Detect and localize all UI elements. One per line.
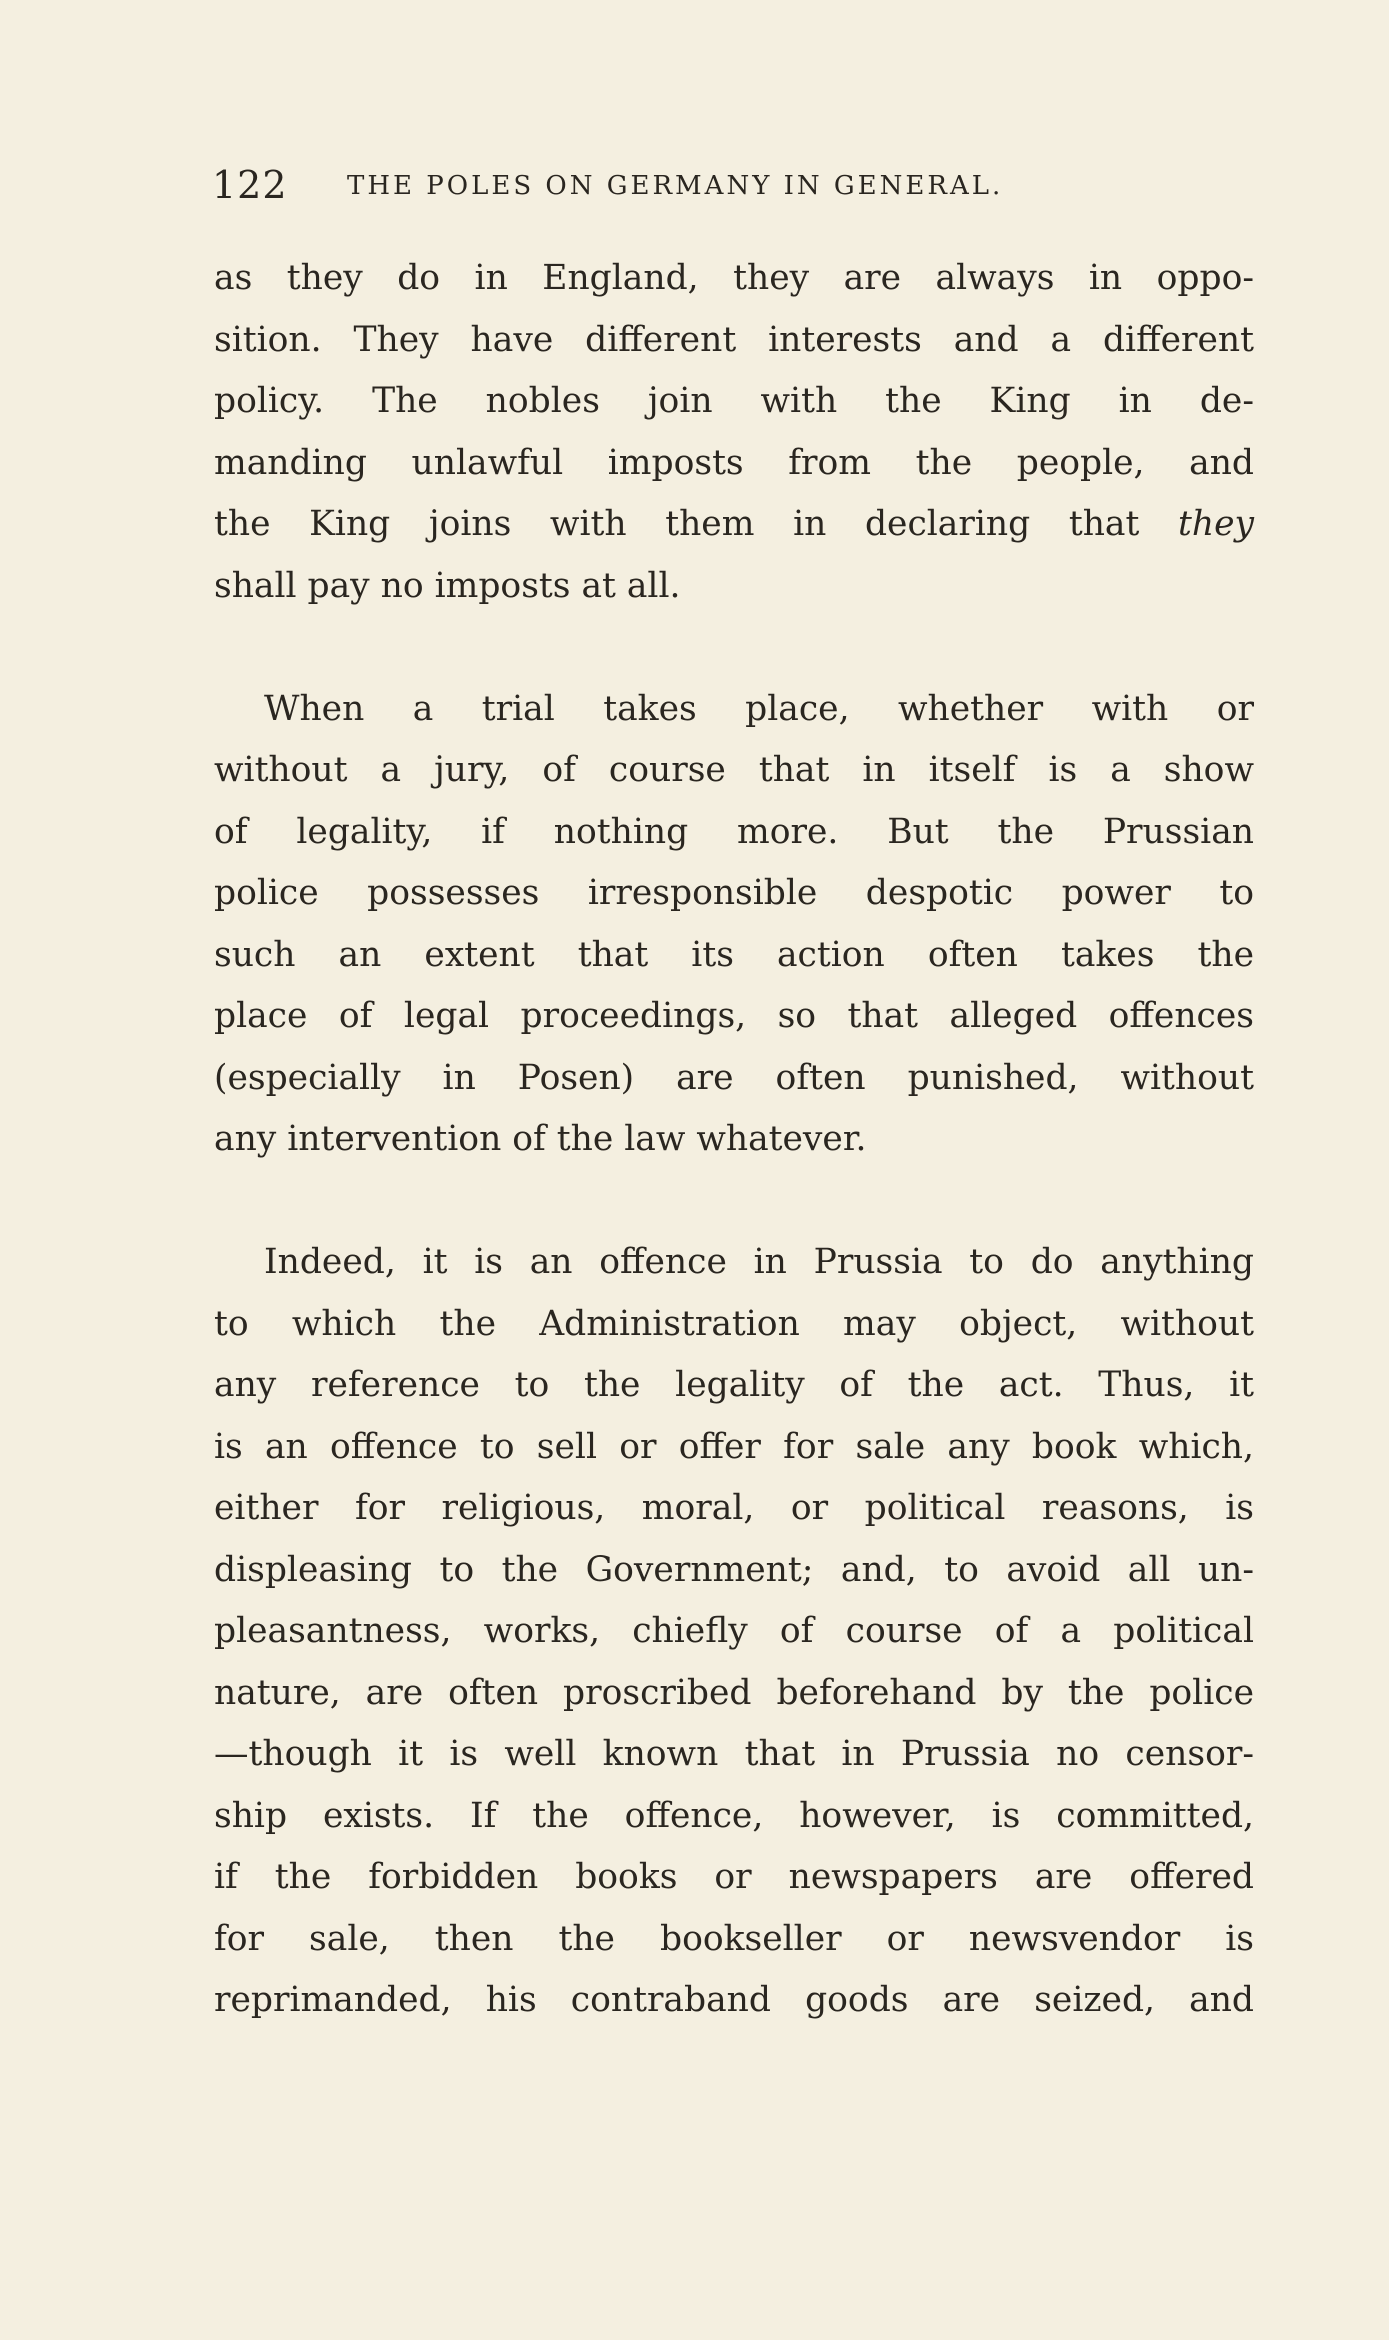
text-line: nature, are often proscribed beforehand by the police [214,1672,1254,1713]
running-head: THE POLES ON GERMANY IN GENERAL. [347,171,1004,201]
text-line: displeasing to the Government; and, to avoid all un- [214,1549,1254,1590]
text-line: sition. They have different interests and a different [214,319,1254,360]
text-line: either for religious, moral, or political reasons, is [214,1488,1254,1528]
text-line: Indeed, it is an offence in Prussia to do anything [264,1242,1254,1282]
italic-word: they [1178,504,1254,544]
text-line: is an offence to sell or offer for sale any book which, [214,1426,1254,1467]
text-line: —though it is well known that in Prussia no censor- [214,1734,1254,1774]
text-line: to which the Administration may object, without [214,1303,1254,1344]
paragraph-gap [214,617,1254,679]
text-line: if the forbidden books or newspapers are offered [214,1857,1254,1897]
text-line: for sale, then the bookseller or newsvendor is [214,1918,1254,1959]
text-line: ship exists. If the offence, however, is committed, [214,1795,1254,1836]
text-line: of legality, if nothing more. But the Prussian [214,811,1254,852]
text-line: policy. The nobles join with the King in de- [214,381,1254,421]
text-line: (especially in Posen) are often punished, without [214,1057,1254,1098]
text-line: any reference to the legality of the act. Thus, it [214,1365,1254,1405]
text-line: any intervention of the law whatever. [214,1119,867,1159]
text-line: When a trial takes place, whether with or [264,688,1254,729]
page-header [212,160,1262,210]
text-line: such an extent that its action often takes the [214,934,1254,975]
text-line: shall pay no imposts at all. [214,565,681,606]
page-number: 122 [212,163,288,207]
text-line: police possesses irresponsible despotic power to [214,873,1254,913]
body-text [214,248,1254,2032]
text-line-segment: the King joins with them in declaring that [214,504,1140,544]
text-line: as they do in England, they are always in oppo- [214,258,1254,298]
text-line: place of legal proceedings, so that alleged offences [214,996,1254,1036]
text-line: reprimanded, his contraband goods are seized, and [214,1980,1254,2020]
text-line: without a jury, of course that in itself is a show [214,750,1254,790]
text-line: manding unlawful imposts from the people, and [214,442,1254,483]
paragraph-gap [214,1171,1254,1233]
text-line-with-italic [214,494,1254,556]
text-line: pleasantness, works, chiefly of course of a political [214,1611,1254,1651]
